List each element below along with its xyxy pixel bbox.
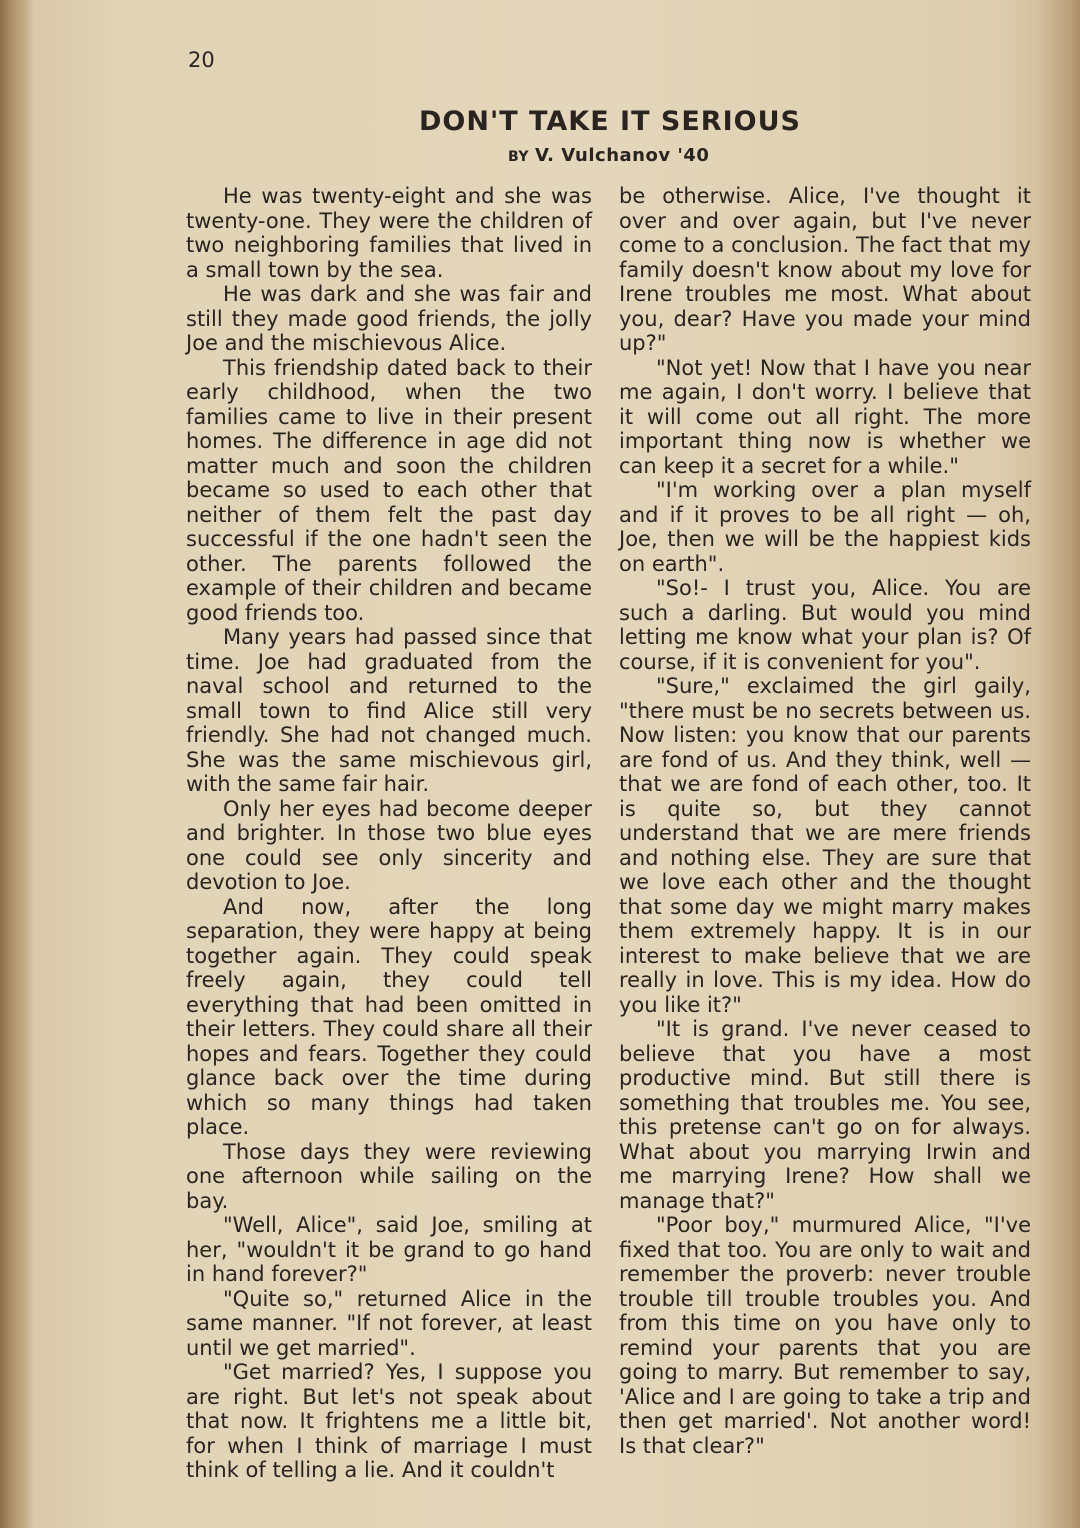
- page-binding-shadow: [0, 0, 34, 1528]
- right-column: [619, 184, 1031, 1458]
- left-column: [186, 184, 592, 1483]
- paragraph: Many years had passed since that time. Joe had graduated from the naval school and returned to the small town to find Alice still very friendly. She had not changed much. She was the same mischievous girl, with the same fair hair.: [186, 625, 592, 796]
- byline-prefix: BY: [508, 149, 530, 165]
- paragraph: "Get married? Yes, I suppose you are right. But let's not speak about that now. It frightens me a little bit, for when I think of marriage I must think of telling a lie. And it couldn't: [186, 1360, 592, 1482]
- paragraph: "Not yet! Now that I have you near me again, I don't worry. I believe that it will come out all right. The more important thing now is whether we can keep it a secret for a while.": [619, 355, 1031, 478]
- paragraph: This friendship dated back to their early childhood, when the two families came to live in their present homes. The difference in age did not matter much and soon the children became so used to each other that neither of them felt the past day successful if the one hadn't seen the other. The parents followed the example of their children and became good friends too.: [186, 355, 592, 625]
- page-edge-shadow: [1040, 0, 1080, 1528]
- paragraph: Those days they were reviewing one afternoon while sailing on the bay.: [186, 1139, 592, 1213]
- byline-author: V. Vulchanov '40: [535, 145, 710, 166]
- paragraph: "Quite so," returned Alice in the same manner. "If not forever, at least until we get married".: [186, 1286, 592, 1360]
- paragraph: "Sure," exclaimed the girl gaily, "there must be no secrets between us. Now listen: you know that our parents are fond of us. And they think, well — that we are fond of each other, too. It is quite so, but they cannot understand that we are mere friends and nothing else. They are sure that we love each other and the thought that some day we might marry makes them extremely happy. It is in our interest to make believe that we are really in love. This is my idea. How do you like it?": [619, 674, 1031, 1017]
- page-number: 20: [188, 48, 215, 72]
- paragraph: "I'm working over a plan myself and if it proves to be all right — oh, Joe, then we will be the happiest kids on earth".: [619, 478, 1031, 576]
- article-title: DON'T TAKE IT SERIOUS: [419, 106, 801, 137]
- paragraph: "Poor boy," murmured Alice, "I've fixed that too. You are only to wait and remember the proverb: never trouble trouble till trouble troubles you. And from this time on you have only to remind your parents that you are going to marry. But remember to say, 'Alice and I are going to take a trip and then get married'. Not another word! Is that clear?": [619, 1213, 1031, 1458]
- paragraph: He was twenty-eight and she was twenty-one. They were the children of two neighboring families that lived in a small town by the sea.: [186, 184, 592, 282]
- paragraph: And now, after the long separation, they were happy at being together again. They could speak freely again, they could tell everything that had been omitted in their letters. They could share all their hopes and fears. Together they could glance back over the time during which so many things had taken place.: [186, 894, 592, 1139]
- paragraph: He was dark and she was fair and still they made good friends, the jolly Joe and the mischievous Alice.: [186, 282, 592, 355]
- paragraph-continuation: be otherwise. Alice, I've thought it over and over again, but I've never come to a conclusion. The fact that my family doesn't know about my love for Irene troubles me most. What about you, dear? Have you made your mind up?": [619, 184, 1031, 355]
- paragraph: "Well, Alice", said Joe, smiling at her, "wouldn't it be grand to go hand in hand forever?": [186, 1213, 592, 1286]
- paragraph: Only her eyes had become deeper and brighter. In those two blue eyes one could see only sincerity and devotion to Joe.: [186, 796, 592, 894]
- paragraph: "It is grand. I've never ceased to believe that you have a most productive mind. But still there is something that troubles me. You see, this pretense can't go on for always. What about you marrying Irwin and me marrying Irene? How shall we manage that?": [619, 1017, 1031, 1213]
- paragraph: "So!- I trust you, Alice. You are such a darling. But would you mind letting me know what your plan is? Of course, if it is convenient for you".: [619, 576, 1031, 674]
- article-byline: [508, 145, 709, 166]
